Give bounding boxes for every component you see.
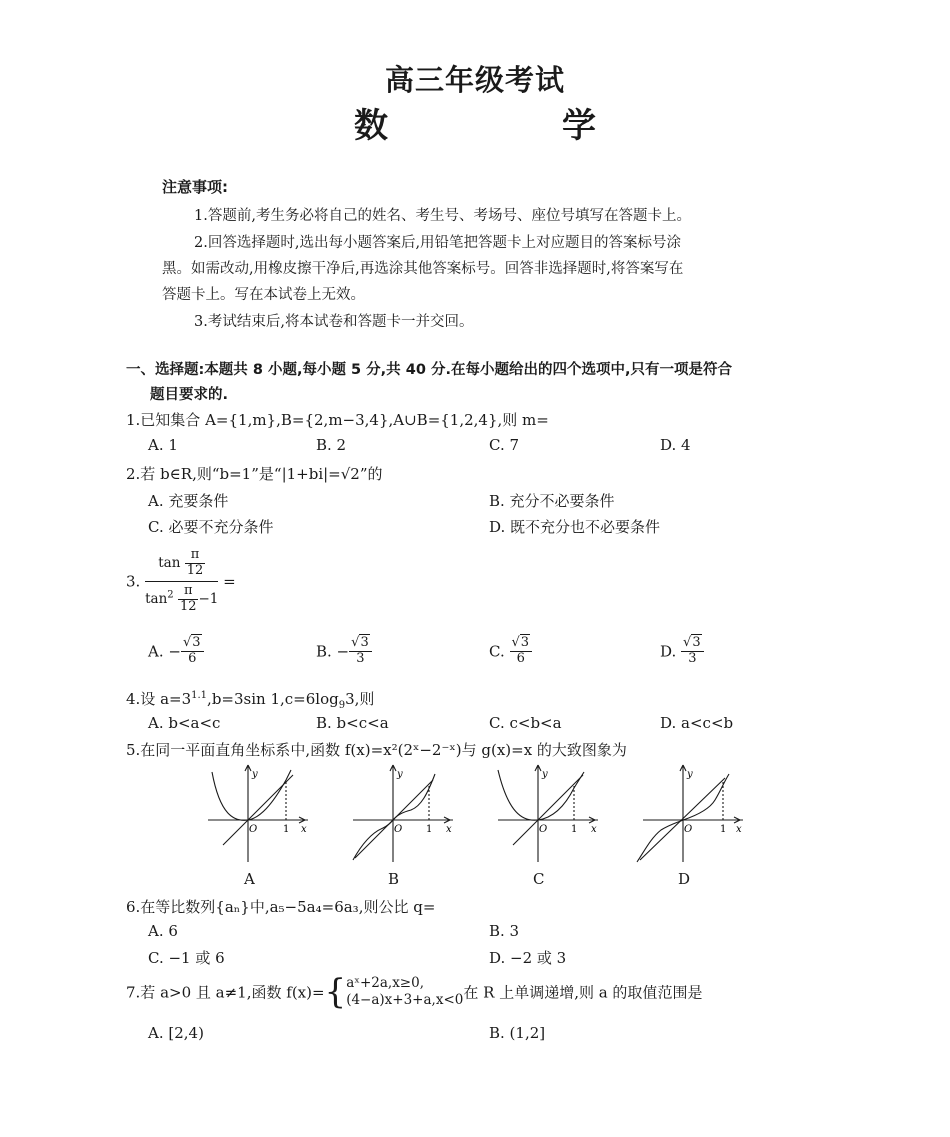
- question-6-option-d: D. −2 或 3: [489, 949, 567, 967]
- question-1-option-b: B. 2: [316, 436, 347, 454]
- question-1-option-d: D. 4: [660, 436, 691, 454]
- sqrt-radicand: 3: [520, 635, 530, 650]
- graph-b-label: B: [388, 870, 400, 888]
- question-1-option-a: A. 1: [148, 436, 178, 454]
- option-label: B. −: [316, 642, 350, 661]
- subject-title: 数 学: [354, 106, 666, 146]
- notice-item-2-line-2: 黑。如需改动,用橡皮擦干净后,再选涂其他答案标号。回答非选择题时,将答案写在: [162, 261, 684, 277]
- question-2-stem: 2.若 b∈R,则“b=1”是“|1+bi|=√2”的: [126, 465, 383, 483]
- option-denominator: 6: [188, 650, 197, 666]
- y-label: y: [397, 769, 403, 780]
- option-label: A. −: [148, 642, 181, 661]
- question-4-option-b: B. b<c<a: [316, 714, 389, 732]
- notice-item-3: 3.考试结束后,将本试卷和答题卡一并交回。: [194, 314, 474, 330]
- question-7-stem: [126, 972, 703, 1012]
- twelve-number: 12: [186, 562, 204, 578]
- question-3-option-b: B. − $\frac{√3}{3}$: [316, 636, 372, 667]
- piecewise-cases: [346, 975, 463, 1009]
- question-4-stem: [126, 688, 374, 711]
- question-3-denominator-fn: tan: [145, 590, 168, 607]
- question-1-option-c: C. 7: [489, 436, 520, 454]
- y-label: y: [252, 769, 258, 780]
- question-4-option-d: D. a<c<b: [660, 714, 734, 732]
- option-label: C.: [489, 642, 505, 661]
- option-denominator: 3: [356, 650, 365, 666]
- origin-label: O: [394, 824, 403, 835]
- exam-title: 高三年级考试: [384, 63, 565, 97]
- option-denominator: 3: [688, 650, 697, 666]
- question-6-stem: 6.在等比数列{aₙ}中,a₅−5a₄=6a₃,则公比 q=: [126, 898, 436, 916]
- question-3-main-fraction: [145, 548, 218, 615]
- left-brace: {: [324, 972, 347, 1012]
- question-4-part-b: ,b=3sin 1,c=6log: [207, 690, 339, 708]
- graph-d: [635, 760, 750, 865]
- origin-label: O: [539, 824, 548, 835]
- question-3-option-c: C. $\frac{√3}{6}$: [489, 636, 532, 667]
- question-6-option-c: C. −1 或 6: [148, 949, 225, 967]
- question-2-option-c: C. 必要不充分条件: [148, 518, 274, 536]
- origin-label: O: [684, 824, 693, 835]
- case-2: (4−a)x+3+a,x<0: [346, 992, 464, 1008]
- notice-heading: 注意事项:: [162, 178, 228, 196]
- option-label: D.: [660, 642, 677, 661]
- question-7-option-b: B. (1,2]: [489, 1024, 546, 1042]
- x-label: x: [446, 824, 452, 835]
- graph-d-label: D: [678, 870, 691, 888]
- origin-label: O: [249, 824, 258, 835]
- question-4-part-c: 3,则: [345, 690, 375, 708]
- y-label: y: [542, 769, 548, 780]
- minus-one: −1: [198, 590, 219, 607]
- x-label: x: [591, 824, 597, 835]
- question-3-option-a: A. − $\frac{√3}{6}$: [148, 636, 204, 667]
- equals-sign: =: [223, 572, 236, 591]
- graph-a: [200, 760, 315, 865]
- graph-a-label: A: [244, 870, 255, 888]
- pi-symbol: π: [178, 584, 199, 600]
- x-label: x: [301, 824, 307, 835]
- twelve-number: 12: [179, 598, 197, 614]
- option-denominator: 6: [516, 650, 525, 666]
- question-4-log-base: 9: [338, 700, 346, 711]
- question-6-option-a: A. 6: [148, 922, 178, 940]
- question-7-post: 在 R 上单调递增,则 a 的取值范围是: [463, 983, 703, 1002]
- section-heading-line-2: 题目要求的.: [150, 387, 229, 403]
- tick-label: 1: [426, 824, 433, 835]
- sqrt-radicand: 3: [192, 635, 201, 650]
- question-1-stem: 1.已知集合 A={1,m},B={2,m−3,4},A∪B={1,2,4},则 m=: [126, 411, 549, 429]
- tick-label: 1: [571, 824, 578, 835]
- question-4-option-a: A. b<a<c: [148, 714, 221, 732]
- question-4-exponent: 1.1: [191, 690, 208, 701]
- sqrt-radicand: 3: [360, 635, 369, 650]
- x-label: x: [736, 824, 742, 835]
- question-5-stem: 5.在同一平面直角坐标系中,函数 f(x)=x²(2ˣ−2⁻ˣ)与 g(x)=x 的大致图象为: [126, 741, 627, 759]
- square-exponent: 2: [167, 589, 174, 601]
- notice-item-1: 1.答题前,考生务必将自己的姓名、考生号、考场号、座位号填写在答题卡上。: [194, 208, 691, 224]
- notice-item-2-line-3: 答题卡上。写在本试卷上无效。: [162, 287, 365, 303]
- question-3-number: 3.: [126, 572, 141, 591]
- pi-symbol: π: [185, 548, 206, 564]
- y-label: y: [687, 769, 693, 780]
- question-7-option-a: A. [2,4): [148, 1024, 204, 1042]
- tick-label: 1: [720, 824, 727, 835]
- case-1: aˣ+2a,x≥0,: [346, 975, 425, 992]
- question-3-numerator-fn: tan: [158, 554, 181, 571]
- question-7-pre: 7.若 a>0 且 a≠1,函数 f(x)=: [126, 983, 325, 1002]
- question-2-option-d: D. 既不充分也不必要条件: [489, 518, 661, 536]
- question-4-part-a: 4.设 a=3: [126, 690, 192, 708]
- question-4-option-c: C. c<b<a: [489, 714, 562, 732]
- graph-b: [345, 760, 460, 865]
- question-6-option-b: B. 3: [489, 922, 520, 940]
- graph-c: [490, 760, 605, 865]
- sqrt-radicand: 3: [692, 635, 701, 650]
- section-heading-line-1: 一、选择题:本题共 8 小题,每小题 5 分,共 40 分.在每小题给出的四个选项中,只有一项是符合: [126, 362, 732, 378]
- question-2-option-b: B. 充分不必要条件: [489, 492, 615, 510]
- question-2-option-a: A. 充要条件: [148, 492, 229, 510]
- notice-item-2-line-1: 2.回答选择题时,选出每小题答案后,用铅笔把答题卡上对应题目的答案标号涂: [194, 235, 682, 251]
- graph-c-label: C: [533, 870, 545, 888]
- tick-label: 1: [283, 824, 290, 835]
- question-3-stem: [126, 548, 236, 615]
- curve-f: [498, 770, 584, 820]
- question-3-option-d: D. $\frac{√3}{3}$: [660, 636, 704, 667]
